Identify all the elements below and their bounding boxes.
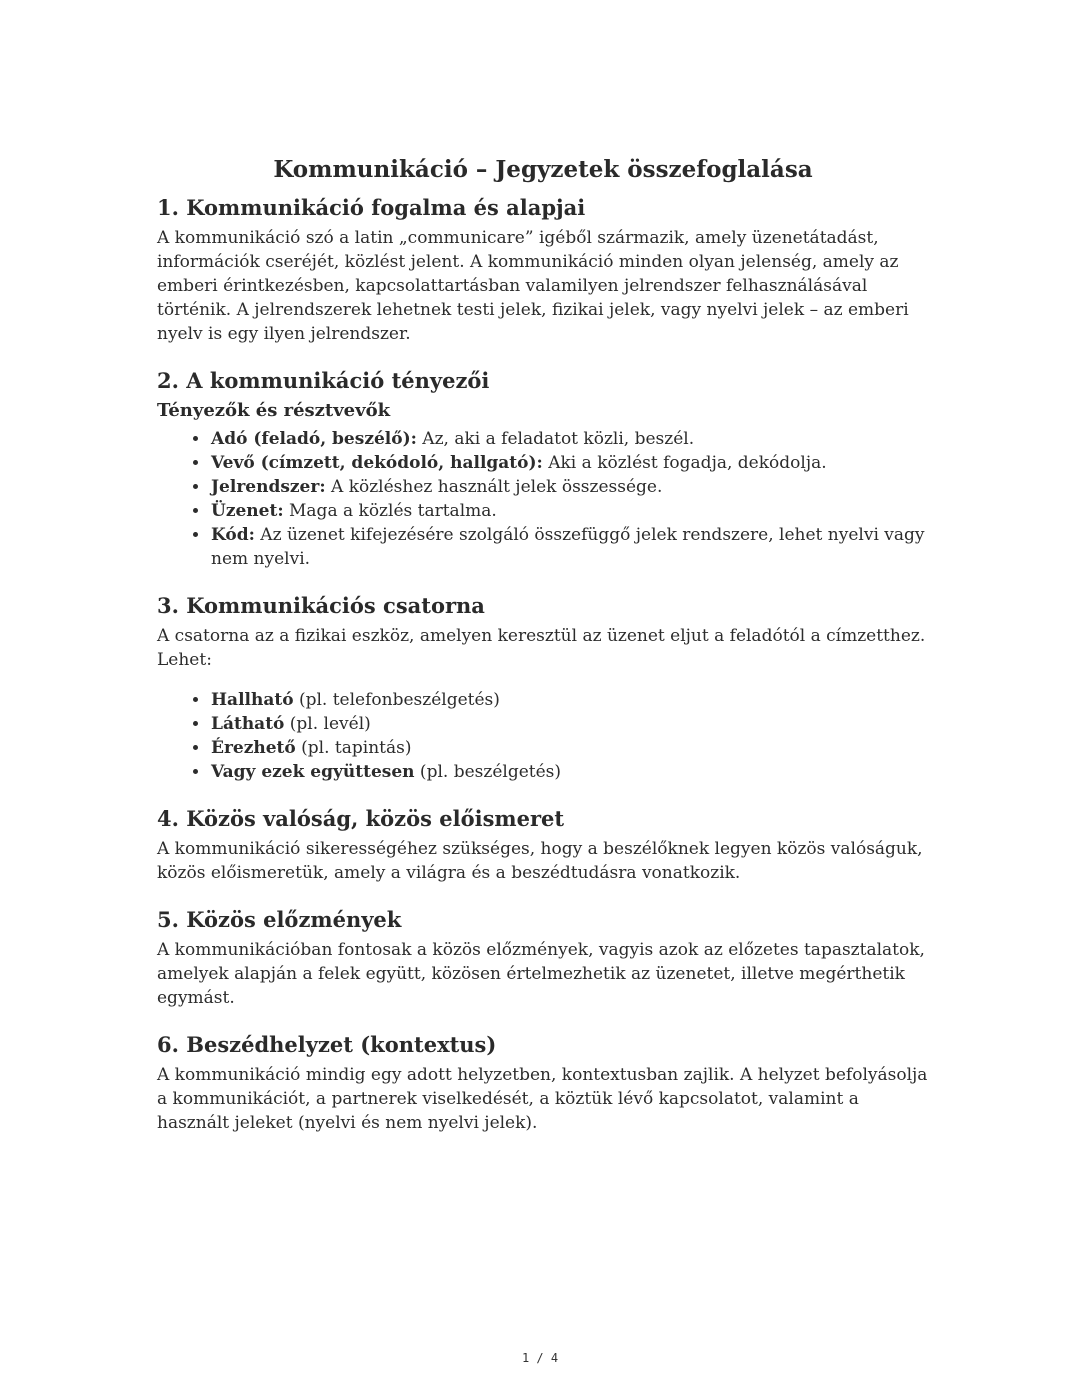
bullet-term: Érezhető (211, 738, 296, 758)
section-5-heading: 5. Közös előzmények (157, 907, 402, 932)
list-item (210, 688, 929, 712)
section-5-paragraph: A kommunikációban fontosak a közös előzmények, vagyis azok az előzetes tapasztalatok, amelyek alapján a felek együtt, közösen értelmezhetik az üzenetet, illetve megérthetik egymást. (157, 940, 925, 1008)
list-item (210, 523, 929, 571)
section-6-heading: 6. Beszédhelyzet (kontextus) (157, 1032, 497, 1057)
list-item (210, 427, 929, 451)
section-common-reality (157, 806, 929, 885)
bullet-term: Hallható (211, 690, 294, 710)
list-item (210, 451, 929, 475)
bullet-term: Vagy ezek együttesen (211, 762, 415, 782)
bullet-definition: Aki a közlést fogadja, dekódolja. (542, 453, 827, 473)
list-item (210, 712, 929, 736)
bullet-term: Vevő (címzett, dekódoló, hallgató): (211, 453, 543, 473)
section-2-subheading: Tényezők és résztvevők (157, 400, 391, 421)
bullet-definition: Maga a közlés tartalma. (283, 501, 497, 521)
bullet-term: Kód: (211, 525, 255, 545)
bullet-term: Adó (feladó, beszélő): (211, 429, 417, 449)
section-common-antecedents (157, 907, 929, 1010)
bullet-definition: Az üzenet kifejezésére szolgáló összefüggő jelek rendszere, lehet nyelvi vagy nem nyelvi. (211, 525, 925, 569)
section-4-paragraph: A kommunikáció sikerességéhez szükséges, hogy a beszélőknek legyen közös valóságuk, közös előismeretük, amely a világra és a beszédtudásra vonatkozik. (157, 839, 923, 883)
bullet-definition: (pl. beszélgetés) (414, 762, 562, 782)
section-1-paragraph: A kommunikáció szó a latin „communicare” igéből származik, amely üzenetátadást, információk cseréjét, közlést jelent. A kommunikáció minden olyan jelenség, amely az emberi érintkezésben, kapcsolattartásban valamilyen jelrendszer felhasználásával történik. A jelrendszerek lehetnek testi jelek, fizikai jelek, vagy nyelvi jelek – az emberi nyelv is egy ilyen jelrendszer. (157, 228, 909, 344)
page-number-indicator: 1 / 4 (521, 1351, 559, 1365)
section-communication-factors (157, 368, 929, 571)
document-title: Kommunikáció – Jegyzetek összefoglalása (273, 156, 813, 183)
bullet-term: Jelrendszer: (211, 477, 326, 497)
bullet-definition: A közléshez használt jelek összessége. (325, 477, 663, 497)
section-communication-basics (157, 195, 929, 346)
section-communication-channel (157, 593, 929, 784)
section-2-heading: 2. A kommunikáció tényezői (157, 368, 490, 393)
section-3-paragraph: A csatorna az a fizikai eszköz, amelyen keresztül az üzenet eljut a feladótól a címzetthez. Lehet: (157, 626, 926, 670)
list-item (210, 475, 929, 499)
bullet-term: Látható (211, 714, 285, 734)
section-6-paragraph: A kommunikáció mindig egy adott helyzetben, kontextusban zajlik. A helyzet befolyásolja a kommunikációt, a partnerek viselkedését, a köztük lévő kapcsolatot, valamint a használt jeleket (nyelvi és nem nyelvi jelek). (157, 1065, 928, 1133)
bullet-definition: (pl. tapintás) (295, 738, 412, 758)
section-4-heading: 4. Közös valóság, közös előismeret (157, 806, 565, 831)
channel-bullet-list (157, 688, 929, 784)
bullet-definition: Az, aki a feladatot közli, beszél. (416, 429, 695, 449)
list-item (210, 736, 929, 760)
section-1-heading: 1. Kommunikáció fogalma és alapjai (157, 195, 586, 220)
document-page (157, 156, 929, 1135)
section-3-heading: 3. Kommunikációs csatorna (157, 593, 485, 618)
bullet-definition: (pl. levél) (284, 714, 371, 734)
bullet-definition: (pl. telefonbeszélgetés) (293, 690, 500, 710)
factors-bullet-list (157, 427, 929, 571)
bullet-term: Üzenet: (211, 501, 284, 521)
list-item (210, 499, 929, 523)
section-speech-context (157, 1032, 929, 1135)
list-item (210, 760, 929, 784)
